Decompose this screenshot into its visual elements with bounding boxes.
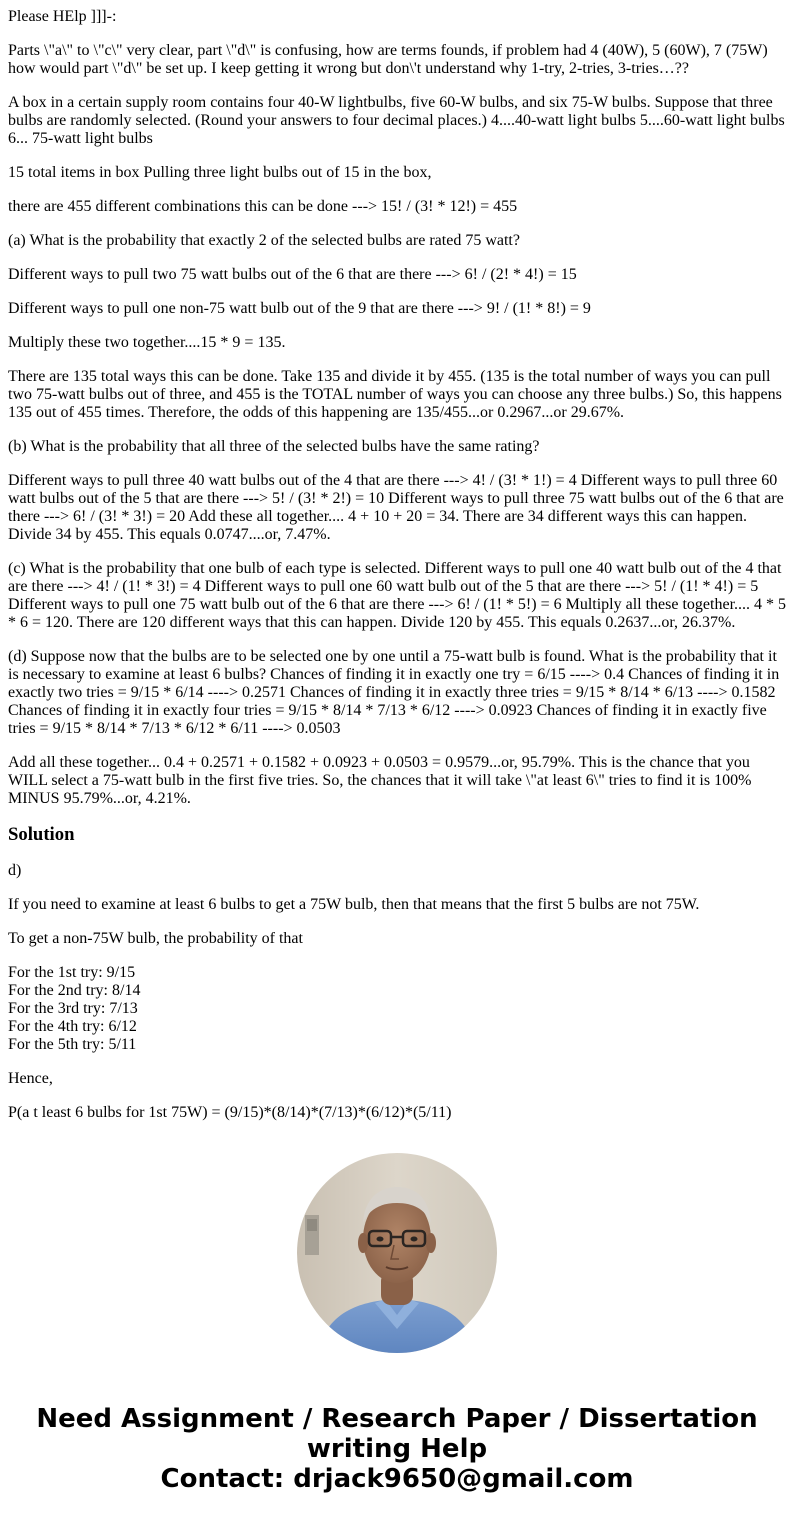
part-d-conclusion: Add all these together... 0.4 + 0.2571 + 0.1582 + 0.0923 + 0.0503 = 0.9579...or, 95.79%. This is the chance that you WILL select a 75-watt bulb in the first five tries. So, the chances that it will take \"at least 6\" tries to find it is 100% MINUS 95.79%...or, 4.21%. [8,754,752,807]
footer-banner [0,1404,794,1494]
try-line: For the 2nd try: 8/14 [8,982,141,999]
part-b-question: (b) What is the probability that all three of the selected bulbs have the same rating? [8,438,540,455]
solution-formula: P(a t least 6 bulbs for 1st 75W) = (9/15)*(8/14)*(7/13)*(6/12)*(5/11) [8,1104,452,1121]
combinations-text: there are 455 different combinations this can be done ---> 15! / (3! * 12!) = 455 [8,198,518,215]
avatar [297,1153,497,1353]
try-line: For the 4th try: 6/12 [8,1018,137,1035]
part-c-text: (c) What is the probability that one bulb of each type is selected. Different ways to pull one 40 watt bulb out of the 4 that are there ---> 4! / (1! * 3!) = 4 Different ways to pull one 60 watt bulb out of the 5 that are there ---> 5! / (1! * 4!) = 5 Different ways to pull one 75 watt bulb out of the 6 that are there ---> 6! / (1! * 5!) = 6 Multiply all these together.... 4 * 5 * 6 = 120. There are 120 different ways that this can happen. Divide 120 by 455. This equals 0.2637...or, 26.37%. [8,560,787,631]
try-line: For the 3rd try: 7/13 [8,1000,138,1017]
solution-line-1: If you need to examine at least 6 bulbs to get a 75W bulb, then that means that the first 5 bulbs are not 75W. [8,896,700,913]
tries-list [8,964,788,1054]
part-a-step-1: Different ways to pull two 75 watt bulbs out of the 6 that are there ---> 6! / (2! * 4!) = 15 [8,266,577,283]
footer-contact: Contact: drjack9650@gmail.com [160,1464,634,1494]
solution-line-2: To get a non-75W bulb, the probability of that [8,930,303,947]
question-intro: Parts \"a\" to \"c\" very clear, part \"d\" is confusing, how are terms founds, if problem had 4 (40W), 5 (60W), 7 (75W) how would part \"d\" be set up. I keep getting it wrong but don\'t understand why 1-try, 2-tries, 3-tries…?? [8,42,768,77]
part-a-step-2: Different ways to pull one non-75 watt bulb out of the 9 that are there ---> 9! / (1! * 8!) = 9 [8,300,591,317]
part-d-text: (d) Suppose now that the bulbs are to be selected one by one until a 75-watt bulb is found. What is the probability that it is necessary to examine at least 6 bulbs? Chances of finding it in exactly one try = 6/15 ----> 0.4 Chances of finding it in exactly two tries = 9/15 * 6/14 ----> 0.2571 Chances of finding it in exactly three tries = 9/15 * 8/14 * 6/13 ----> 0.1582 Chances of finding it in exactly four tries = 9/15 * 8/14 * 7/13 * 6/12 ----> 0.0923 Chances of finding it in exactly five tries = 9/15 * 8/14 * 7/13 * 6/12 * 6/11 ----> 0.0503 [8,648,780,737]
avatar-photo [297,1153,497,1353]
try-line: For the 5th try: 5/11 [8,1036,137,1053]
question-title: Please HElp ]]]-: [8,8,117,25]
part-a-question: (a) What is the probability that exactly 2 of the selected bulbs are rated 75 watt? [8,232,520,249]
part-b-answer: Different ways to pull three 40 watt bulbs out of the 4 that are there ---> 4! / (3! * 1!) = 4 Different ways to pull three 60 watt bulbs out of the 5 that are there ---> 5! / (3! * 2!) = 10 Different ways to pull three 75 watt bulbs out of the 6 that are there ---> 6! / (3! * 3!) = 20 Add these all together.... 4 + 10 + 20 = 34. There are 34 different ways this can happen. Divide 34 by 455. This equals 0.0747....or, 7.47%. [8,472,784,543]
solution-part-label: d) [8,862,22,879]
part-a-step-3: Multiply these two together....15 * 9 = 135. [8,334,286,351]
try-line: For the 1st try: 9/15 [8,964,136,981]
footer-line-2: writing Help [306,1434,488,1464]
total-items-text: 15 total items in box Pulling three light bulbs out of 15 in the box, [8,164,432,181]
answer-content [8,8,788,1123]
part-a-step-4: There are 135 total ways this can be done. Take 135 and divide it by 455. (135 is the total number of ways you can pull two 75-watt bulbs out of three, and 455 is the TOTAL number of ways you can choose any three bulbs.) So, this happens 135 out of 455 times. Therefore, the odds of this happening are 135/455...or 0.2967...or 29.67%. [8,368,782,421]
problem-statement: A box in a certain supply room contains four 40-W lightbulbs, five 60-W bulbs, and six 75-W bulbs. Suppose that three bulbs are randomly selected. (Round your answers to four decimal places.) 4....40-watt light bulbs 5....60-watt light bulbs 6... 75-watt light bulbs [8,94,785,147]
solution-hence: Hence, [8,1070,53,1087]
footer-line-1: Need Assignment / Research Paper / Dissertation [36,1404,758,1434]
solution-heading: Solution [8,824,75,845]
